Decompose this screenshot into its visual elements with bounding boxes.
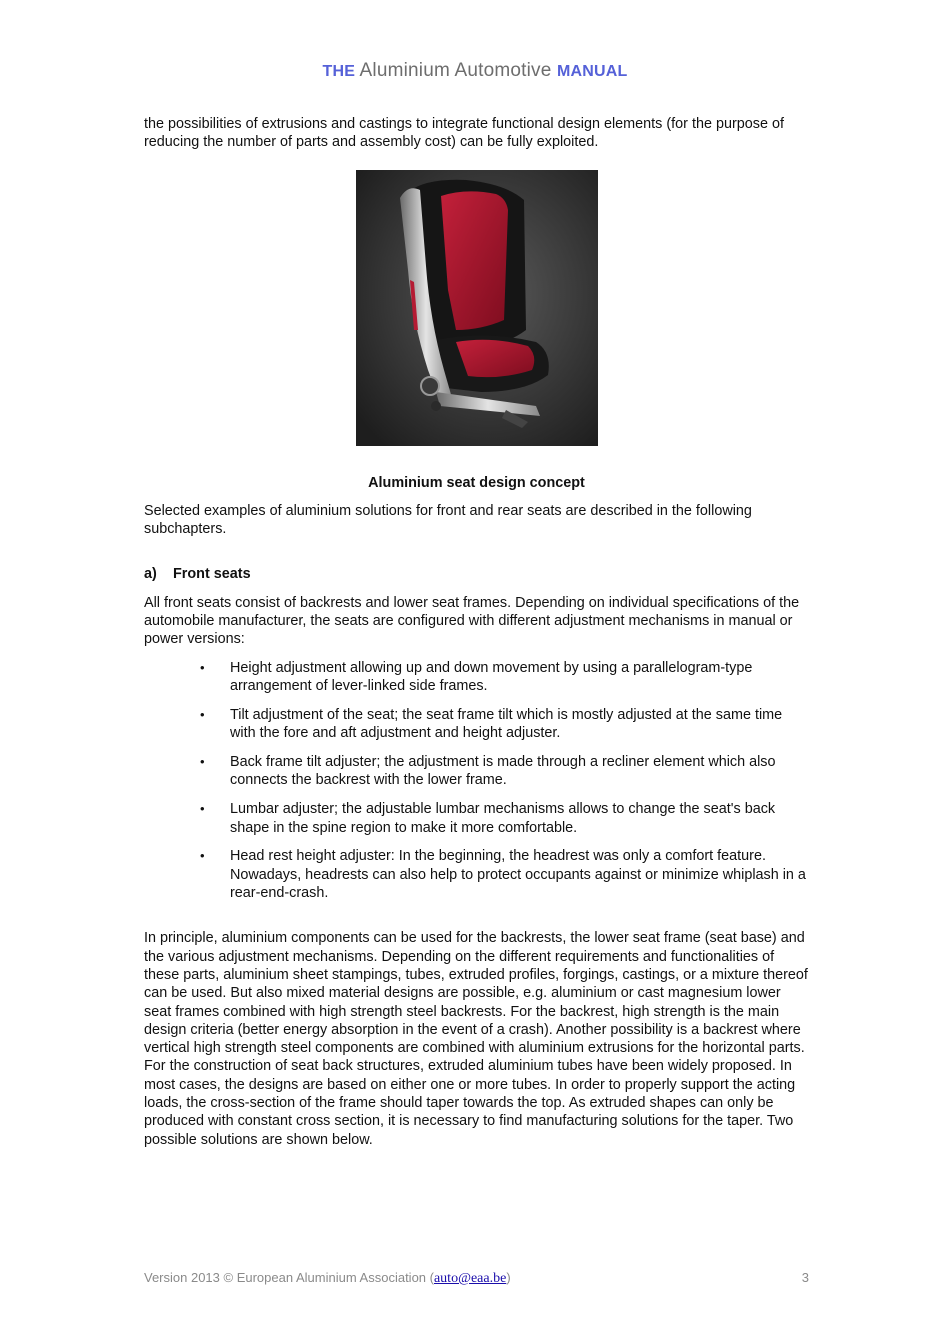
bullet-icon: • — [200, 801, 205, 817]
footer-close: ) — [506, 1270, 511, 1285]
bullet-icon: • — [200, 706, 205, 722]
construction-paragraph: For the construction of seat back structures, extruded aluminium tubes have been widely proposed. In most cases, the designs are based on either one or more tubes. In order to properly support the acting loads, the cross-section of the frame should taper towards the top. As extruded shapes can only be produced with constant cross section, it is necessary to find manufacturing solutions for the taper. Two possible solutions are shown below. — [144, 1058, 796, 1148]
header-the: THE — [322, 63, 356, 80]
page-number: 3 — [801, 1270, 809, 1285]
bullet-icon: • — [200, 754, 205, 770]
section-heading — [144, 565, 809, 583]
list-item: • Back frame tilt adjuster; the adjustment is made through a recliner element which also connects the backrest with the lower frame. — [200, 754, 776, 789]
list-item: • Tilt adjustment of the seat; the seat frame tilt which is mostly adjusted at the same time with the fore and aft adjustment and height adjuster. — [200, 706, 783, 742]
footer-email-link[interactable]: auto@eaa.be — [433, 1271, 507, 1286]
seat-figure — [356, 170, 598, 446]
footer-version: Version 2013 © European Aluminium Association ( — [144, 1270, 434, 1285]
page-content — [144, 115, 809, 1149]
page-footer — [144, 1270, 809, 1287]
header-title: Aluminium Automotive — [359, 60, 552, 81]
adjustment-list — [144, 659, 809, 903]
list-item: • Lumbar adjuster; the adjustable lumbar mechanisms allows to change the seat's back shape in the spine region to make it more comfortable. — [200, 801, 776, 836]
intro-paragraph: the possibilities of extrusions and castings to integrate functional design elements (for the purpose of reducing the number of parts and assembly cost) can be fully exploited. — [144, 116, 784, 151]
figure-caption: Aluminium seat design concept — [368, 474, 585, 491]
header-manual: MANUAL — [556, 63, 628, 80]
bullet-icon: • — [200, 848, 205, 864]
page-header — [0, 60, 950, 82]
list-item: • Head rest height adjuster: In the beginning, the headrest was only a comfort feature. Nowadays, headrests can also help to protect occupants against or minimize whiplash in a rear-end-crash. — [200, 848, 806, 902]
principle-paragraph: In principle, aluminium components can be used for the backrests, the lower seat frame (seat base) and the various adjustment mechanisms. Depending on the different requirements and functionalities of these parts, aluminium sheet stampings, tubes, extruded profiles, forgings, castings, or a mixture thereof can be used. But also mixed material designs are possible, e.g. aluminium or cast magnesium lower seat frames combined with high strength steel backrests. For the backrest, high strength is the main design criteria (better energy absorption in the event of a crash). Another possibility is a backrest where vertical high strength steel components are combined with aluminium extrusions for the horizontal parts. — [144, 930, 808, 1057]
seat-photo — [356, 170, 598, 446]
list-item: • Height adjustment allowing up and down movement by using a parallelogram-type arrangement of lever-linked side frames. — [200, 659, 753, 694]
section-label: a) — [144, 566, 157, 583]
front-intro-paragraph: All front seats consist of backrests and lower seat frames. Depending on individual specifications of the automobile manufacturer, the seats are configured with different adjustment mechanisms in manual or power versions: — [144, 594, 800, 648]
section-title: Front seats — [173, 566, 251, 583]
selected-paragraph: Selected examples of aluminium solutions for front and rear seats are described in the following subchapters. — [144, 502, 752, 538]
bullet-icon: • — [200, 659, 205, 675]
